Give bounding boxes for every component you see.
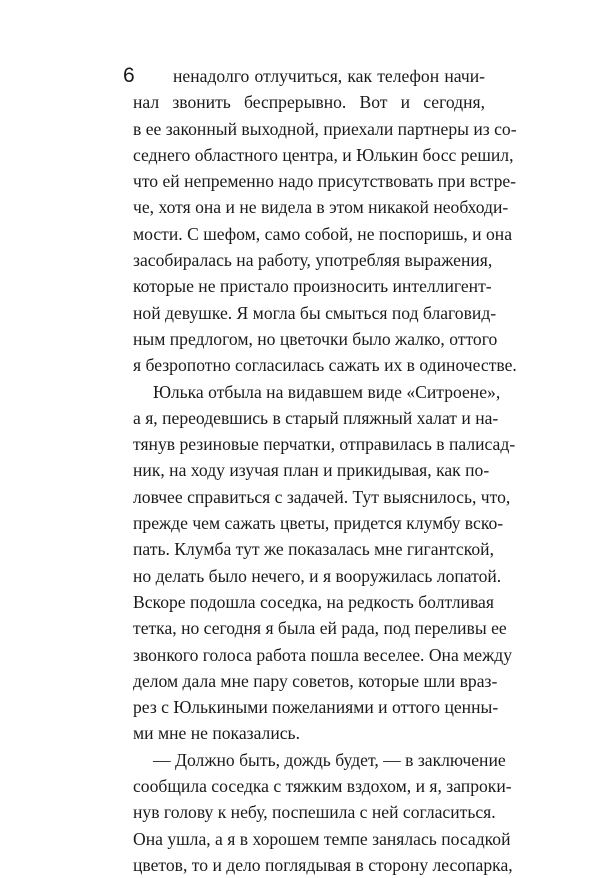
text-line: тянув резиновые перчатки, отправилась в палисад- — [133, 434, 516, 455]
text-line: че, хотя она и не видела в этом никакой необходи- — [133, 197, 509, 218]
text-line: я безропотно согласилась сажать их в одиночестве. — [133, 355, 517, 376]
text-line: Вскоре подошла соседка, на редкость болтливая — [133, 591, 494, 612]
text-line: нув голову к небу, поспешила с ней согласиться. — [133, 802, 496, 823]
text-line: прежде чем сажать цветы, придется клумбу вско- — [133, 513, 504, 534]
text-line: а я, переодевшись в старый пляжный халат и на- — [133, 407, 499, 428]
text-line: звонкого голоса работа пошла веселее. Она между — [133, 644, 512, 665]
text-line: цветов, то и дело поглядывая в сторону лесопарка, — [133, 854, 513, 875]
text-line: — Должно быть, дождь будет, — в заключение — [153, 749, 506, 770]
text-line: сообщила соседка с тяжким вздохом, и я, запроки- — [133, 776, 512, 797]
text-line: рез с Юлькиными пожеланиями и оттого ценны- — [133, 697, 499, 718]
text-line: в ее законный выходной, приехали партнеры из со- — [133, 118, 517, 139]
text-line: засобиралась на работу, употребляя выражения, — [133, 250, 493, 271]
text-line: седнего областного центра, и Юлькин босс решил, — [133, 144, 514, 165]
text-line: нал звонить беспрерывно. Вот и сегодня, — [133, 92, 485, 113]
text-line: ми мне не показались. — [133, 723, 300, 744]
page-number: 6 — [123, 64, 135, 87]
text-line: ник, на ходу изучая план и прикидывая, как по- — [133, 460, 490, 481]
text-line: которые не пристало произносить интеллигент- — [133, 276, 492, 297]
body-text — [133, 63, 517, 878]
text-line: ным предлогом, но цветочки было жалко, оттого — [133, 328, 498, 349]
text-line: что ей непременно надо присутствовать при встре- — [133, 171, 517, 192]
text-line: ненадолго отлучиться, как телефон начи- — [173, 66, 485, 86]
text-line: Юлька отбыла на видавшем виде «Ситроене», — [153, 381, 501, 402]
text-line: Она ушла, а я в хорошем темпе занялась посадкой — [133, 828, 511, 849]
text-line: мости. С шефом, само собой, не поспоришь, и она — [133, 223, 513, 244]
text-line: пать. Клумба тут же показалась мне гигантской, — [133, 539, 494, 560]
text-line: делом дала мне пару советов, которые шли враз- — [133, 670, 498, 691]
text-line: ной девушке. Я могла бы смыться под благовид- — [133, 302, 497, 323]
text-line: тетка, но сегодня я была ей рада, под переливы ее — [133, 618, 507, 639]
text-line: ловчее справиться с задачей. Тут выяснилось, что, — [133, 486, 511, 507]
text-line: но делать было нечего, и я вооружилась лопатой. — [133, 565, 502, 586]
